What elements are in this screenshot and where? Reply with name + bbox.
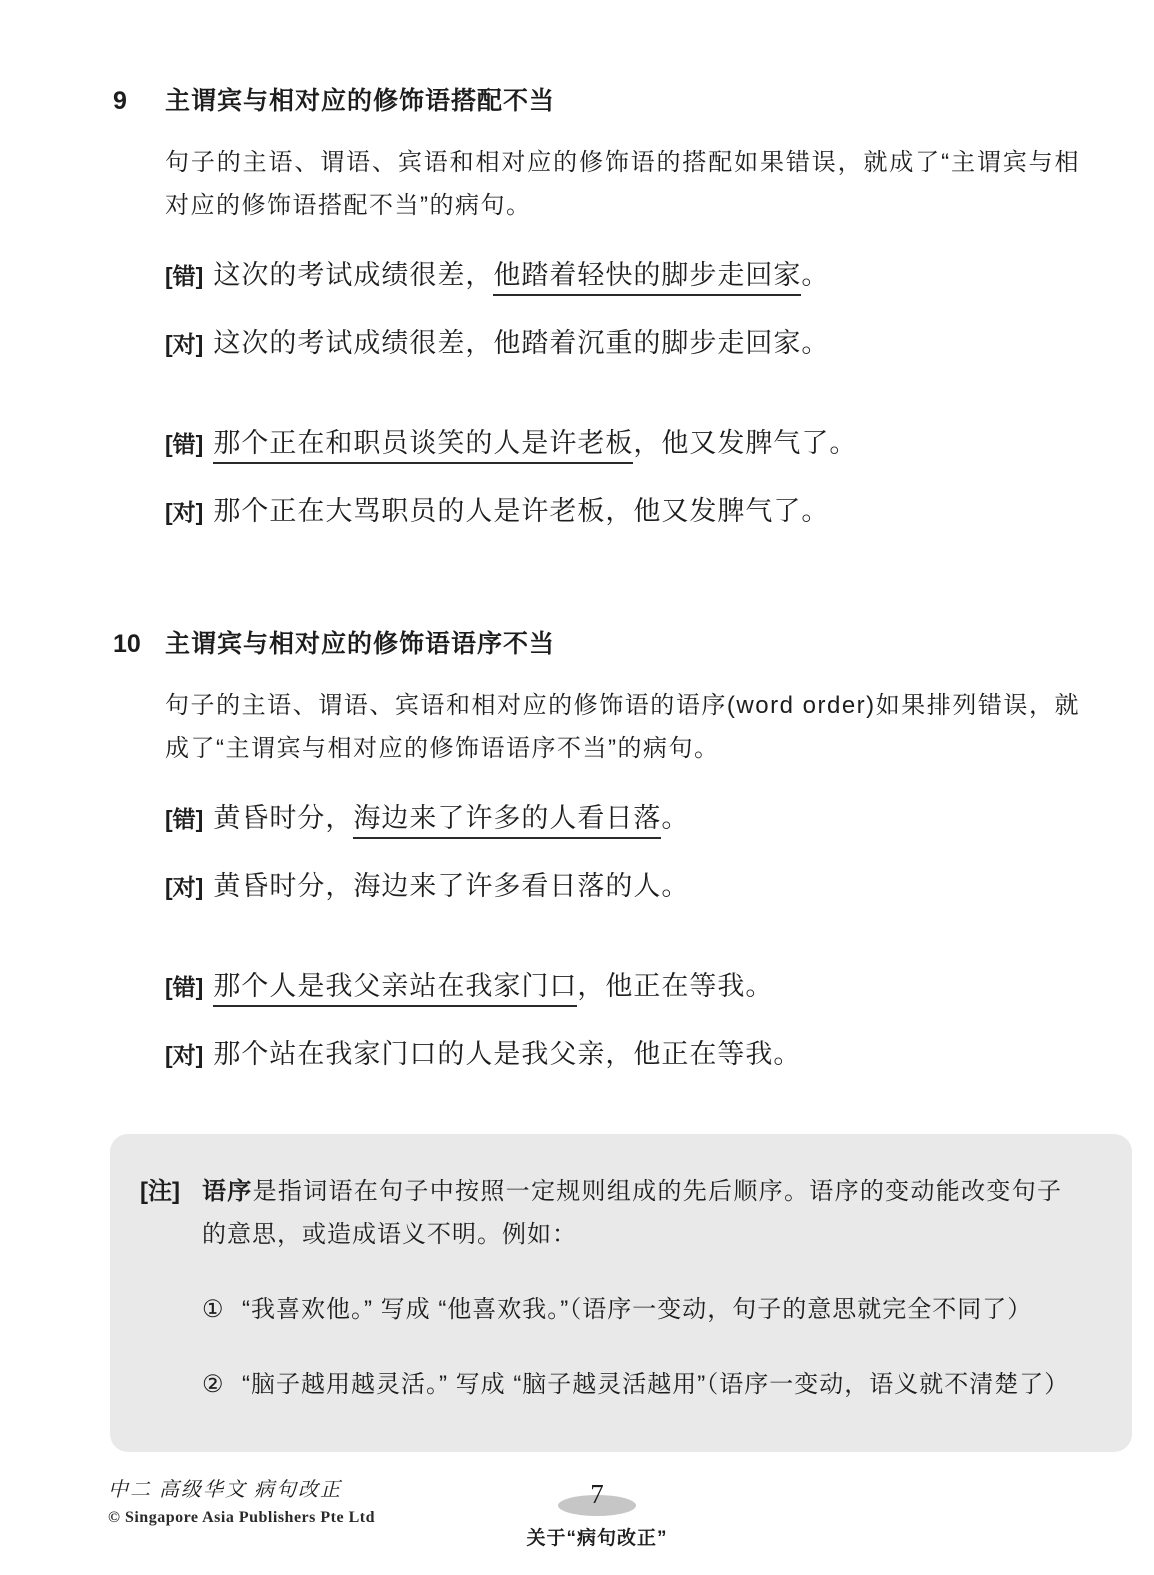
right-sentence: 那个正在大骂职员的人是许老板，他又发脾气了。: [213, 496, 830, 526]
note-intro-text: 是指词语在句子中按照一定规则组成的先后顺序。语序的变动能改变句子的意思，或造成语义不明。例如：: [202, 1178, 1063, 1248]
section-10: [113, 627, 1080, 1074]
footer-copyright: © Singapore Asia Publishers Pte Ltd: [108, 1509, 375, 1526]
section-intro: 句子的主语、谓语、宾语和相对应的修饰语的搭配如果错误，就成了“主谓宾与相对应的修饰语搭配不当”的病句。: [165, 149, 1080, 219]
underlined-phrase: 海边来了许多的人看日落: [353, 803, 661, 839]
wrong-label: [错]: [165, 806, 204, 832]
page-number: 7: [590, 1479, 604, 1509]
section-body: [165, 684, 1080, 1074]
wrong-sentence-post: 。: [801, 260, 830, 290]
footer-series-title: 中二 高级华文 病句改正: [108, 1479, 342, 1501]
right-sentence-line: [165, 493, 1080, 531]
section-number: 9: [113, 87, 127, 115]
section-intro: 句子的主语、谓语、宾语和相对应的修饰语的语序(word order)如果排列错误，就成了“主谓宾与相对应的修饰语语序不当”的病句。: [165, 692, 1080, 762]
note-intro: [202, 1170, 1062, 1256]
section-title: 主谓宾与相对应的修饰语搭配不当: [165, 87, 556, 115]
note-items: [140, 1288, 1092, 1406]
note-item: [202, 1288, 1092, 1331]
note-item-marker: ①: [202, 1296, 224, 1323]
right-sentence-line: [165, 325, 1080, 363]
note-item: [202, 1363, 1092, 1406]
wrong-sentence-post: ，他正在等我。: [577, 971, 774, 1001]
footer-caption: 关于“病句改正”: [526, 1528, 668, 1549]
wrong-sentence-line: [165, 968, 1080, 1006]
wrong-label: [错]: [165, 431, 204, 457]
section-heading: [113, 84, 1080, 118]
example-pair: [165, 800, 1080, 906]
example-pairs: [165, 257, 1080, 531]
underlined-phrase: 他踏着轻快的脚步走回家: [493, 260, 801, 296]
wrong-sentence-pre: 黄昏时分，: [213, 803, 354, 833]
footer-left: [108, 1478, 375, 1527]
note-item-text: “脑子越用越灵活。” 写成 “脑子越灵活越用”（语序一变动，语义就不清楚了）: [242, 1371, 1070, 1398]
underlined-phrase: 那个人是我父亲站在我家门口: [213, 971, 577, 1007]
note-item-marker: ②: [202, 1371, 224, 1398]
note-box: [110, 1134, 1132, 1452]
note-item-text: “我喜欢他。” 写成 “他喜欢我。”（语序一变动，句子的意思就完全不同了）: [242, 1296, 1033, 1323]
page-number-wrap: [517, 1478, 677, 1516]
section-gap: [113, 531, 1080, 627]
right-label: [对]: [165, 499, 204, 525]
section-number: 10: [113, 630, 141, 658]
right-sentence: 黄昏时分，海边来了许多看日落的人。: [213, 871, 690, 901]
example-pairs: [165, 800, 1080, 1074]
footer-center: [517, 1478, 677, 1550]
note-term: 语序: [202, 1178, 253, 1205]
wrong-sentence-line: [165, 425, 1080, 463]
wrong-sentence-line: [165, 800, 1080, 838]
right-sentence: 那个站在我家门口的人是我父亲，他正在等我。: [213, 1039, 802, 1069]
right-sentence: 这次的考试成绩很差，他踏着沉重的脚步走回家。: [213, 328, 830, 358]
wrong-sentence-post: ，他又发脾气了。: [633, 428, 858, 458]
wrong-sentence-post: 。: [661, 803, 690, 833]
wrong-sentence-line: [165, 257, 1080, 295]
wrong-label: [错]: [165, 974, 204, 1000]
section-heading: [113, 627, 1080, 661]
underlined-phrase: 那个正在和职员谈笑的人是许老板: [213, 428, 633, 464]
right-sentence-line: [165, 868, 1080, 906]
example-pair: [165, 968, 1080, 1074]
note-label: [注]: [140, 1178, 180, 1205]
note-intro-row: [140, 1170, 1092, 1256]
right-sentence-line: [165, 1036, 1080, 1074]
right-label: [对]: [165, 874, 204, 900]
right-label: [对]: [165, 331, 204, 357]
wrong-label: [错]: [165, 263, 204, 289]
example-pair: [165, 425, 1080, 531]
example-pair: [165, 257, 1080, 363]
section-body: [165, 141, 1080, 531]
right-label: [对]: [165, 1042, 204, 1068]
section-9: [113, 84, 1080, 531]
wrong-sentence-pre: 这次的考试成绩很差，: [213, 260, 494, 290]
section-title: 主谓宾与相对应的修饰语语序不当: [165, 630, 556, 658]
